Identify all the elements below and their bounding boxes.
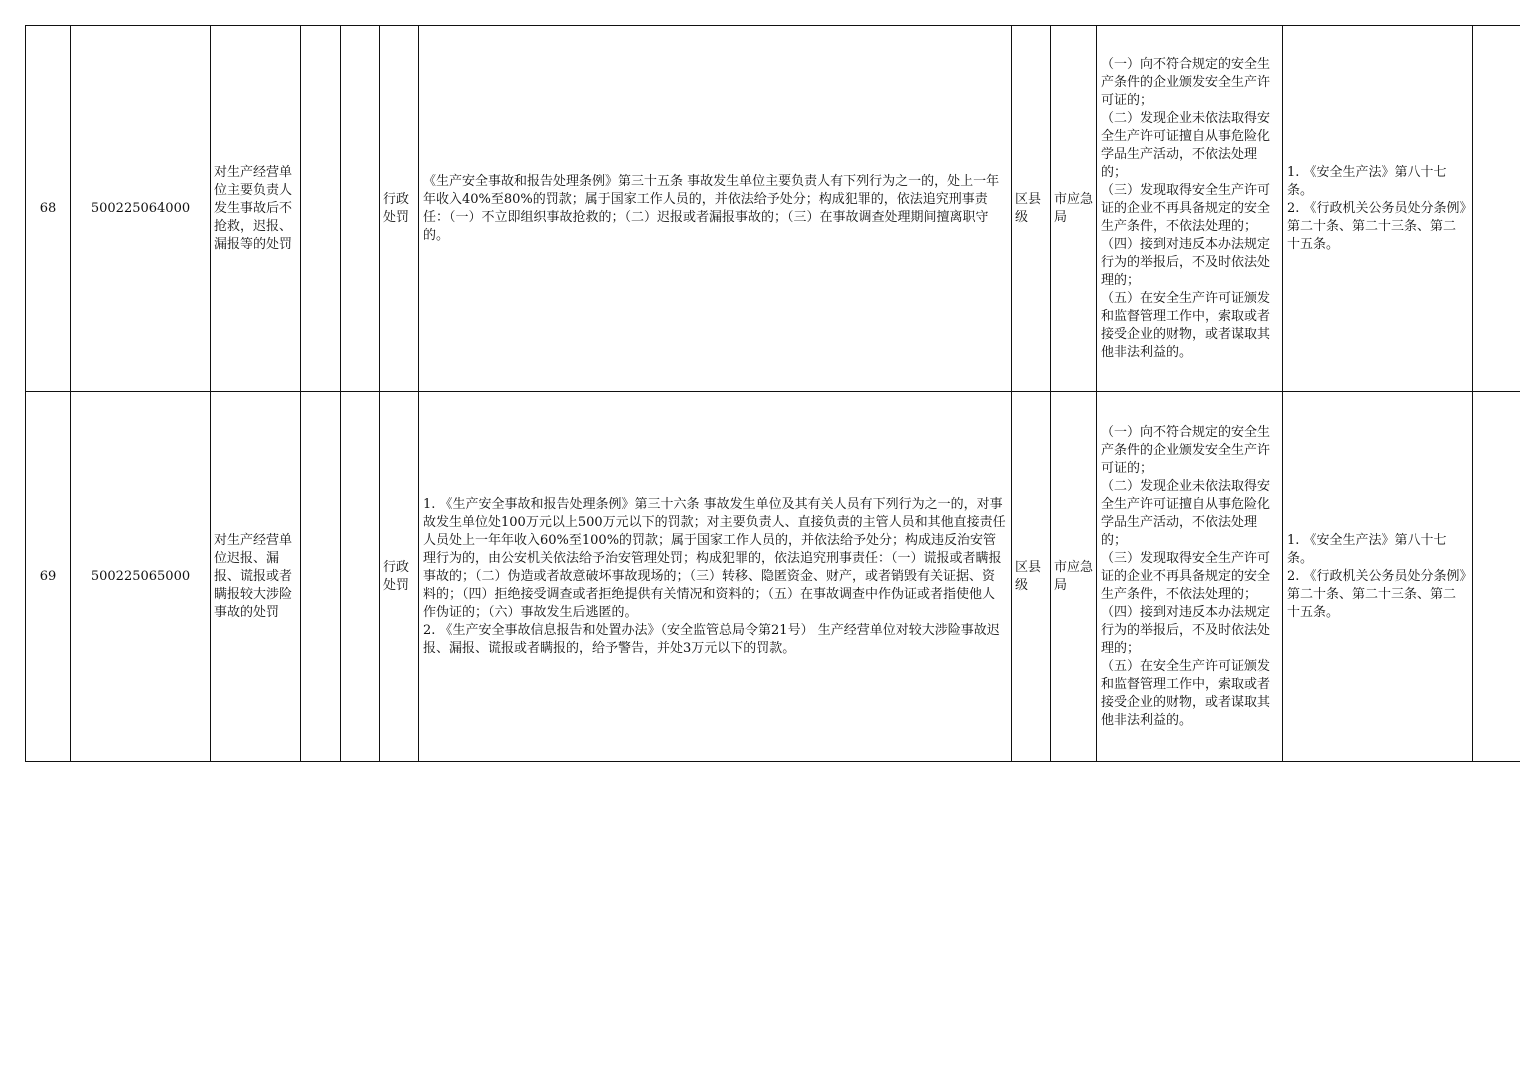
row-number: 68 xyxy=(26,26,71,392)
empty-cell xyxy=(1473,26,1520,392)
responsible-dept: 市应急局 xyxy=(1051,26,1097,392)
situation-item: （四）接到对违反本办法规定行为的举报后，不及时依法处理的； xyxy=(1101,604,1271,656)
accountability-item: 1. 《安全生产法》第八十七条。 xyxy=(1287,164,1447,198)
situation-item: （二）发现企业未依法取得安全生产许可证擅自从事危险化学品生产活动，不依法处理的； xyxy=(1101,110,1271,180)
item-name: 对生产经营单位主要负责人发生事故后不抢救，迟报、漏报等的处罚 xyxy=(211,26,301,392)
accountability-basis xyxy=(1283,26,1473,392)
exercise-level: 区县级 xyxy=(1012,26,1051,392)
empty-cell xyxy=(301,392,341,762)
power-list-table xyxy=(25,25,1520,762)
table-row xyxy=(26,26,1520,392)
accountability-basis xyxy=(1283,392,1473,762)
legal-basis xyxy=(419,26,1012,392)
situation-item: （二）发现企业未依法取得安全生产许可证擅自从事危险化学品生产活动，不依法处理的； xyxy=(1101,478,1271,548)
accountability-situations xyxy=(1097,392,1283,762)
row-number: 69 xyxy=(26,392,71,762)
situation-item: （三）发现取得安全生产许可证的企业不再具备规定的安全生产条件，不依法处理的； xyxy=(1101,182,1271,234)
legal-basis-paragraph: 1. 《生产安全事故和报告处理条例》第三十六条 事故发生单位及其有关人员有下列行为之一的，对事故发生单位处100万元以上500万元以下的罚款；对主要负责人、直接负责的主管人员和其他直接责任人员处上一年年收入60%至100%的罚款；属于国家工作人员的，并依法给予处分；构成违反治安管理行为的，由公安机关依法给予治安管理处罚；构成犯罪的，依法追究刑事责任：（一）谎报或者瞒报事故的；（二）伪造或者故意破坏事故现场的；（三）转移、隐匿资金、财产，或者销毁有关证据、资料的；（四）拒绝接受调查或者拒绝提供有关情况和资料的；（五）在事故调查中作伪证或者指使他人作伪证的；（六）事故发生后逃匿的。 xyxy=(423,496,1006,620)
item-code: 500225065000 xyxy=(71,392,211,762)
accountability-item: 1. 《安全生产法》第八十七条。 xyxy=(1287,532,1447,566)
situation-item: （三）发现取得安全生产许可证的企业不再具备规定的安全生产条件，不依法处理的； xyxy=(1101,550,1271,602)
table-row xyxy=(26,392,1520,762)
item-type: 行政处罚 xyxy=(380,26,419,392)
item-type: 行政处罚 xyxy=(380,392,419,762)
situation-item: （一）向不符合规定的安全生产条件的企业颁发安全生产许可证的； xyxy=(1101,56,1271,108)
responsible-dept: 市应急局 xyxy=(1051,392,1097,762)
situation-item: （一）向不符合规定的安全生产条件的企业颁发安全生产许可证的； xyxy=(1101,424,1271,476)
accountability-item: 2. 《行政机关公务员处分条例》第二十条、第二十三条、第二十五条。 xyxy=(1287,200,1467,252)
exercise-level: 区县级 xyxy=(1012,392,1051,762)
item-name: 对生产经营单位迟报、漏报、谎报或者瞒报较大涉险事故的处罚 xyxy=(211,392,301,762)
legal-basis xyxy=(419,392,1012,762)
accountability-situations xyxy=(1097,26,1283,392)
legal-basis-paragraph: 《生产安全事故和报告处理条例》第三十五条 事故发生单位主要负责人有下列行为之一的，处上一年年收入40%至80%的罚款；属于国家工作人员的，并依法给予处分；构成犯罪的，依法追究刑事责任：（一）不立即组织事故抢救的；（二）迟报或者漏报事故的；（三）在事故调查处理期间擅离职守的。 xyxy=(423,173,1000,243)
situation-item: （五）在安全生产许可证颁发和监督管理工作中，索取或者接受企业的财物，或者谋取其他非法利益的。 xyxy=(1101,290,1271,360)
situation-item: （四）接到对违反本办法规定行为的举报后，不及时依法处理的； xyxy=(1101,236,1271,288)
empty-cell xyxy=(1473,392,1520,762)
item-code: 500225064000 xyxy=(71,26,211,392)
accountability-item: 2. 《行政机关公务员处分条例》第二十条、第二十三条、第二十五条。 xyxy=(1287,568,1467,620)
empty-cell xyxy=(341,26,380,392)
empty-cell xyxy=(301,26,341,392)
empty-cell xyxy=(341,392,380,762)
situation-item: （五）在安全生产许可证颁发和监督管理工作中，索取或者接受企业的财物，或者谋取其他非法利益的。 xyxy=(1101,658,1271,728)
legal-basis-paragraph: 2. 《生产安全事故信息报告和处置办法》（安全监管总局令第21号） 生产经营单位对较大涉险事故迟报、漏报、谎报或者瞒报的，给予警告，并处3万元以下的罚款。 xyxy=(423,622,1000,656)
